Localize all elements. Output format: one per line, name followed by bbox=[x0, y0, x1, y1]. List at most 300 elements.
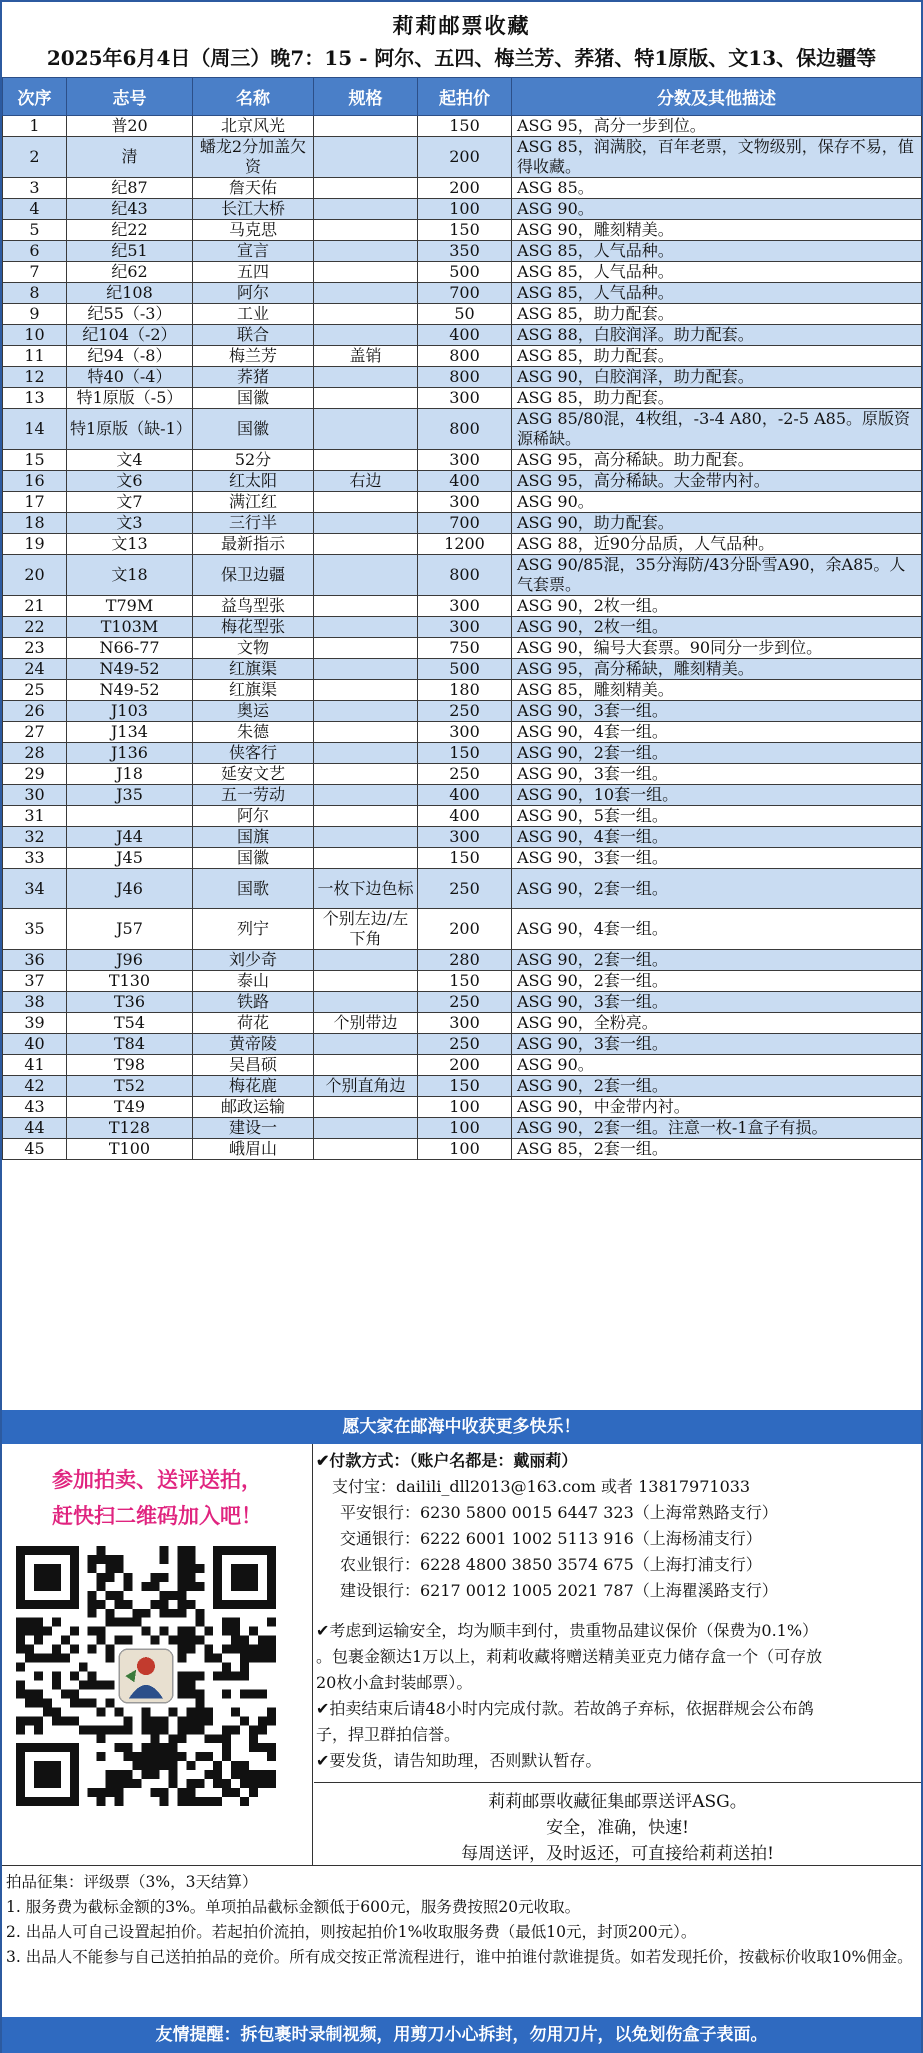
table-row bbox=[3, 1097, 922, 1118]
cell-start-price: 400 bbox=[418, 785, 512, 806]
table-row bbox=[3, 178, 922, 199]
cell-description: ASG 88，近90分品质，人气品种。 bbox=[512, 534, 922, 555]
cell-name: 马克思 bbox=[193, 220, 314, 241]
table-row bbox=[3, 137, 922, 178]
cell-order: 4 bbox=[3, 199, 67, 220]
cell-order: 33 bbox=[3, 848, 67, 869]
table-header-row bbox=[3, 78, 922, 116]
table-row bbox=[3, 827, 922, 848]
cell-order: 23 bbox=[3, 638, 67, 659]
cell-order: 29 bbox=[3, 764, 67, 785]
cell-start-price: 300 bbox=[418, 1013, 512, 1034]
cell-order: 5 bbox=[3, 220, 67, 241]
cell-code: T49 bbox=[67, 1097, 193, 1118]
cell-name: 三行半 bbox=[193, 513, 314, 534]
cell-code: T54 bbox=[67, 1013, 193, 1034]
cell-spec bbox=[314, 743, 418, 764]
footer-reminder: 友情提醒：拆包裹时录制视频，用剪刀小心拆封，勿用刀片，以免划伤盒子表面。 bbox=[2, 2017, 921, 2053]
cell-description: ASG 90，中金带内衬。 bbox=[512, 1097, 922, 1118]
cell-description: ASG 85。 bbox=[512, 178, 922, 199]
table-row bbox=[3, 388, 922, 409]
lot-table bbox=[2, 77, 922, 1160]
cell-code: T36 bbox=[67, 992, 193, 1013]
cell-name: 黄帝陵 bbox=[193, 1034, 314, 1055]
cell-name: 国徽 bbox=[193, 388, 314, 409]
cell-spec bbox=[314, 992, 418, 1013]
cell-code: T79M bbox=[67, 596, 193, 617]
cell-order: 27 bbox=[3, 722, 67, 743]
cell-order: 22 bbox=[3, 617, 67, 638]
cell-name: 北京风光 bbox=[193, 116, 314, 137]
rules-heading: 拍品征集：评级票（3%，3天结算） bbox=[6, 1873, 258, 1891]
cell-start-price: 200 bbox=[418, 909, 512, 950]
cell-description: ASG 85，助力配套。 bbox=[512, 304, 922, 325]
cell-name: 梅花型张 bbox=[193, 617, 314, 638]
lot-table-body bbox=[3, 116, 922, 1160]
cell-code: T103M bbox=[67, 617, 193, 638]
cell-order: 6 bbox=[3, 241, 67, 262]
auction-subtitle: 2025年6月4日（周三）晚7：15 - 阿尔、五四、梅兰芳、荞猪、特1原版、文13、保边疆等 bbox=[46, 46, 877, 70]
cell-description: ASG 90/85混，35分海防/43分卧雪A90，余A85。人气套票。 bbox=[512, 555, 922, 596]
table-row bbox=[3, 1013, 922, 1034]
cell-start-price: 180 bbox=[418, 680, 512, 701]
table-row bbox=[3, 680, 922, 701]
cell-code: 纪104（-2） bbox=[67, 325, 193, 346]
cell-code: J35 bbox=[67, 785, 193, 806]
cell-description: ASG 90。 bbox=[512, 199, 922, 220]
cell-order: 13 bbox=[3, 388, 67, 409]
cell-spec bbox=[314, 638, 418, 659]
cell-name: 益鸟型张 bbox=[193, 596, 314, 617]
cell-order: 38 bbox=[3, 992, 67, 1013]
cell-name: 吴昌硕 bbox=[193, 1055, 314, 1076]
cell-spec: 盖销 bbox=[314, 346, 418, 367]
cell-order: 17 bbox=[3, 492, 67, 513]
promo-line-1: 莉莉邮票收藏征集邮票送评ASG。 bbox=[488, 1792, 747, 1812]
bank-account-pingan[interactable]: 平安银行：6230 5800 0015 6447 323（上海常熟路支行） bbox=[340, 1503, 778, 1522]
cell-name: 荞猪 bbox=[193, 367, 314, 388]
cell-description: ASG 85，雕刻精美。 bbox=[512, 680, 922, 701]
cell-code: J136 bbox=[67, 743, 193, 764]
cell-name: 阿尔 bbox=[193, 806, 314, 827]
cell-start-price: 50 bbox=[418, 304, 512, 325]
cell-name: 刘少奇 bbox=[193, 950, 314, 971]
cell-spec bbox=[314, 388, 418, 409]
table-row bbox=[3, 806, 922, 827]
cell-order: 18 bbox=[3, 513, 67, 534]
payment-heading: ✔付款方式：（账户名都是：戴丽莉） bbox=[316, 1451, 578, 1470]
cell-description: ASG 95，高分稀缺。大金带内衬。 bbox=[512, 471, 922, 492]
cell-code: 纪51 bbox=[67, 241, 193, 262]
cell-code: 文13 bbox=[67, 534, 193, 555]
cell-start-price: 250 bbox=[418, 869, 512, 909]
bank-account-jianshe[interactable]: 建设银行：6217 0012 1005 2021 787（上海瞿溪路支行） bbox=[340, 1581, 778, 1600]
cell-description: ASG 85，润满胶，百年老票，文物级别，保存不易，值得收藏。 bbox=[512, 137, 922, 178]
col-header-description: 分数及其他描述 bbox=[512, 78, 922, 116]
table-row bbox=[3, 492, 922, 513]
cell-start-price: 800 bbox=[418, 555, 512, 596]
table-row bbox=[3, 701, 922, 722]
cell-description: ASG 95，高分一步到位。 bbox=[512, 116, 922, 137]
cell-start-price: 300 bbox=[418, 722, 512, 743]
cell-spec bbox=[314, 1055, 418, 1076]
cell-code: N49-52 bbox=[67, 659, 193, 680]
cell-spec bbox=[314, 492, 418, 513]
shipping-note-line-1: ✔考虑到运输安全，均为顺丰到付，贵重物品建议保价（保费为0.1%） bbox=[316, 1621, 819, 1640]
cell-start-price: 500 bbox=[418, 659, 512, 680]
cell-spec: 右边 bbox=[314, 471, 418, 492]
cell-code: 文3 bbox=[67, 513, 193, 534]
cell-description: ASG 95，高分稀缺。助力配套。 bbox=[512, 450, 922, 471]
cell-description: ASG 85，2套一组。 bbox=[512, 1139, 922, 1160]
cell-order: 9 bbox=[3, 304, 67, 325]
table-row bbox=[3, 722, 922, 743]
cell-start-price: 800 bbox=[418, 409, 512, 450]
table-row bbox=[3, 471, 922, 492]
cell-spec bbox=[314, 1097, 418, 1118]
cell-order: 41 bbox=[3, 1055, 67, 1076]
table-row bbox=[3, 346, 922, 367]
cell-code: 特1原版（缺-1） bbox=[67, 409, 193, 450]
cell-description: ASG 90，3套一组。 bbox=[512, 701, 922, 722]
bank-account-jiaotong[interactable]: 交通银行：6222 6001 1002 5113 916（上海杨浦支行） bbox=[340, 1529, 762, 1548]
cell-start-price: 150 bbox=[418, 848, 512, 869]
cell-spec: 个别直角边 bbox=[314, 1076, 418, 1097]
cell-order: 14 bbox=[3, 409, 67, 450]
cell-name: 梅花鹿 bbox=[193, 1076, 314, 1097]
cell-name: 建设一 bbox=[193, 1118, 314, 1139]
table-row bbox=[3, 1139, 922, 1160]
cell-code: T130 bbox=[67, 971, 193, 992]
table-row bbox=[3, 283, 922, 304]
rule-3: 3. 出品人不能参与自己送拍拍品的竞价。所有成交按正常流程进行，谁中拍谁付款谁提货。如若发现托价，按截标价收取10%佣金。 bbox=[6, 1948, 913, 1966]
cell-code: 纪62 bbox=[67, 262, 193, 283]
cell-code: J57 bbox=[67, 909, 193, 950]
cell-code: 文6 bbox=[67, 471, 193, 492]
cell-start-price: 150 bbox=[418, 743, 512, 764]
invite-line-1: 参加拍卖、送评送拍， bbox=[52, 1467, 262, 1492]
cell-name: 五四 bbox=[193, 262, 314, 283]
alipay-account[interactable]: 支付宝：dailili_dll2013@163.com 或者 13817971033 bbox=[332, 1477, 751, 1496]
cell-start-price: 700 bbox=[418, 513, 512, 534]
col-header-code: 志号 bbox=[67, 78, 193, 116]
table-row bbox=[3, 220, 922, 241]
cell-order: 19 bbox=[3, 534, 67, 555]
cell-spec bbox=[314, 950, 418, 971]
cell-spec bbox=[314, 534, 418, 555]
qr-code[interactable] bbox=[16, 1546, 276, 1806]
cell-code: J96 bbox=[67, 950, 193, 971]
cell-description: ASG 95，高分稀缺，雕刻精美。 bbox=[512, 659, 922, 680]
cell-spec bbox=[314, 241, 418, 262]
cell-order: 10 bbox=[3, 325, 67, 346]
cell-start-price: 150 bbox=[418, 1076, 512, 1097]
cell-name: 红旗渠 bbox=[193, 680, 314, 701]
delivery-note: ✔要发货，请告知助理，否则默认暂存。 bbox=[316, 1751, 602, 1770]
col-header-order: 次序 bbox=[3, 78, 67, 116]
table-row bbox=[3, 596, 922, 617]
table-row bbox=[3, 409, 922, 450]
cell-start-price: 250 bbox=[418, 701, 512, 722]
payment-note-line-1: ✔拍卖结束后请48小时内完成付款。若故鸽子弃标，依据群规会公布鸽 bbox=[316, 1699, 814, 1718]
cell-description: ASG 90，3套一组。 bbox=[512, 848, 922, 869]
cell-description: ASG 90，2套一组。 bbox=[512, 869, 922, 909]
cell-start-price: 100 bbox=[418, 199, 512, 220]
cell-start-price: 150 bbox=[418, 220, 512, 241]
cell-name: 阿尔 bbox=[193, 283, 314, 304]
cell-description: ASG 85，助力配套。 bbox=[512, 346, 922, 367]
cell-order: 24 bbox=[3, 659, 67, 680]
cell-description: ASG 90。 bbox=[512, 1055, 922, 1076]
table-row bbox=[3, 534, 922, 555]
cell-order: 43 bbox=[3, 1097, 67, 1118]
cell-start-price: 200 bbox=[418, 1055, 512, 1076]
cell-code: 纪87 bbox=[67, 178, 193, 199]
table-row bbox=[3, 116, 922, 137]
cell-name: 文物 bbox=[193, 638, 314, 659]
cell-spec bbox=[314, 220, 418, 241]
table-row bbox=[3, 367, 922, 388]
cell-spec bbox=[314, 137, 418, 178]
cell-code: 清 bbox=[67, 137, 193, 178]
cell-start-price: 100 bbox=[418, 1139, 512, 1160]
cell-start-price: 400 bbox=[418, 806, 512, 827]
cell-name: 列宁 bbox=[193, 909, 314, 950]
cell-spec bbox=[314, 1034, 418, 1055]
cell-order: 44 bbox=[3, 1118, 67, 1139]
cell-spec bbox=[314, 199, 418, 220]
cell-start-price: 300 bbox=[418, 388, 512, 409]
cell-spec bbox=[314, 283, 418, 304]
cell-description: ASG 90，4套一组。 bbox=[512, 722, 922, 743]
cell-name: 峨眉山 bbox=[193, 1139, 314, 1160]
cell-name: 工业 bbox=[193, 304, 314, 325]
cell-spec bbox=[314, 971, 418, 992]
cell-description: ASG 90，编号大套票。90同分一步到位。 bbox=[512, 638, 922, 659]
cell-order: 8 bbox=[3, 283, 67, 304]
cell-start-price: 300 bbox=[418, 617, 512, 638]
cell-start-price: 400 bbox=[418, 471, 512, 492]
cell-spec bbox=[314, 513, 418, 534]
cell-start-price: 800 bbox=[418, 346, 512, 367]
table-row bbox=[3, 1034, 922, 1055]
cell-name: 红太阳 bbox=[193, 471, 314, 492]
cell-spec bbox=[314, 680, 418, 701]
cell-start-price: 800 bbox=[418, 367, 512, 388]
cell-name: 宣言 bbox=[193, 241, 314, 262]
cell-start-price: 500 bbox=[418, 262, 512, 283]
table-row bbox=[3, 785, 922, 806]
cell-spec bbox=[314, 1139, 418, 1160]
cell-code: T52 bbox=[67, 1076, 193, 1097]
cell-description: ASG 90，3套一组。 bbox=[512, 992, 922, 1013]
rule-1: 1. 服务费为截标金额的3%。单项拍品截标金额低于600元，服务费按照20元收取。 bbox=[6, 1898, 581, 1916]
cell-start-price: 200 bbox=[418, 178, 512, 199]
cell-start-price: 280 bbox=[418, 950, 512, 971]
cell-name: 国旗 bbox=[193, 827, 314, 848]
table-row bbox=[3, 199, 922, 220]
cell-spec bbox=[314, 116, 418, 137]
cell-spec bbox=[314, 617, 418, 638]
cell-description: ASG 85，人气品种。 bbox=[512, 262, 922, 283]
cell-description: ASG 90，白胶润泽，助力配套。 bbox=[512, 367, 922, 388]
cell-name: 延安文艺 bbox=[193, 764, 314, 785]
page-title: 莉莉邮票收藏 bbox=[392, 13, 531, 38]
cell-description: ASG 90，2套一组。 bbox=[512, 743, 922, 764]
cell-code: 特1原版（-5） bbox=[67, 388, 193, 409]
cell-spec bbox=[314, 722, 418, 743]
qr-center-avatar-icon bbox=[115, 1645, 178, 1708]
invite-line-2: 赶快扫二维码加入吧！ bbox=[52, 1503, 262, 1528]
cell-code: 文7 bbox=[67, 492, 193, 513]
cell-spec bbox=[314, 325, 418, 346]
cell-description: ASG 90，2套一组。 bbox=[512, 1076, 922, 1097]
cell-description: ASG 90，2套一组。 bbox=[512, 950, 922, 971]
cell-start-price: 400 bbox=[418, 325, 512, 346]
cell-name: 国徽 bbox=[193, 409, 314, 450]
rules-section bbox=[6, 1870, 918, 1970]
cell-description: ASG 90，助力配套。 bbox=[512, 513, 922, 534]
cell-code: J45 bbox=[67, 848, 193, 869]
cell-name: 侠客行 bbox=[193, 743, 314, 764]
cell-description: ASG 90，4套一组。 bbox=[512, 827, 922, 848]
cell-code: 普20 bbox=[67, 116, 193, 137]
cell-spec bbox=[314, 409, 418, 450]
rule-2: 2. 出品人可自己设置起拍价。若起拍价流拍，则按起拍价1%收取服务费（最低10元，封顶200元）。 bbox=[6, 1923, 697, 1941]
cell-code: 纪94（-8） bbox=[67, 346, 193, 367]
cell-description: ASG 85，助力配套。 bbox=[512, 388, 922, 409]
cell-code: 纪108 bbox=[67, 283, 193, 304]
cell-order: 16 bbox=[3, 471, 67, 492]
cell-description: ASG 90，2枚一组。 bbox=[512, 617, 922, 638]
cell-start-price: 750 bbox=[418, 638, 512, 659]
cell-description: ASG 90，10套一组。 bbox=[512, 785, 922, 806]
cell-name: 梅兰芳 bbox=[193, 346, 314, 367]
cell-name: 荷花 bbox=[193, 1013, 314, 1034]
cell-code: J134 bbox=[67, 722, 193, 743]
promo-line-2: 安全，准确，快速! bbox=[546, 1818, 689, 1838]
cell-order: 31 bbox=[3, 806, 67, 827]
cell-order: 20 bbox=[3, 555, 67, 596]
table-row bbox=[3, 659, 922, 680]
cell-spec: 个别带边 bbox=[314, 1013, 418, 1034]
cell-description: ASG 88，白胶润泽。助力配套。 bbox=[512, 325, 922, 346]
cell-start-price: 300 bbox=[418, 596, 512, 617]
table-row bbox=[3, 304, 922, 325]
cell-code bbox=[67, 806, 193, 827]
cell-name: 长江大桥 bbox=[193, 199, 314, 220]
table-row bbox=[3, 262, 922, 283]
cell-spec bbox=[314, 848, 418, 869]
cell-start-price: 300 bbox=[418, 827, 512, 848]
cell-description: ASG 90，3套一组。 bbox=[512, 1034, 922, 1055]
qr-panel bbox=[2, 1444, 313, 1866]
table-row bbox=[3, 950, 922, 971]
cell-order: 26 bbox=[3, 701, 67, 722]
col-header-start-price: 起拍价 bbox=[418, 78, 512, 116]
table-row bbox=[3, 869, 922, 909]
cell-spec bbox=[314, 827, 418, 848]
cell-spec bbox=[314, 806, 418, 827]
cell-name: 52分 bbox=[193, 450, 314, 471]
cell-name: 詹天佑 bbox=[193, 178, 314, 199]
cell-code: 文18 bbox=[67, 555, 193, 596]
cell-spec bbox=[314, 701, 418, 722]
bank-account-nongye[interactable]: 农业银行：6228 4800 3850 3574 675（上海打浦支行） bbox=[340, 1555, 762, 1574]
cell-start-price: 150 bbox=[418, 116, 512, 137]
cell-start-price: 250 bbox=[418, 1034, 512, 1055]
title-block bbox=[2, 2, 921, 77]
cell-start-price: 250 bbox=[418, 764, 512, 785]
cell-name: 国徽 bbox=[193, 848, 314, 869]
table-row bbox=[3, 971, 922, 992]
cell-order: 30 bbox=[3, 785, 67, 806]
payment-info bbox=[316, 1448, 916, 1774]
cell-spec bbox=[314, 450, 418, 471]
cell-spec bbox=[314, 262, 418, 283]
cell-spec bbox=[314, 1118, 418, 1139]
cell-name: 奥运 bbox=[193, 701, 314, 722]
cell-spec bbox=[314, 764, 418, 785]
cell-description: ASG 90。 bbox=[512, 492, 922, 513]
cell-order: 2 bbox=[3, 137, 67, 178]
cell-name: 邮政运输 bbox=[193, 1097, 314, 1118]
cell-name: 红旗渠 bbox=[193, 659, 314, 680]
cell-name: 国歌 bbox=[193, 869, 314, 909]
cell-order: 7 bbox=[3, 262, 67, 283]
cell-code: J103 bbox=[67, 701, 193, 722]
cell-description: ASG 90，2套一组。 bbox=[512, 971, 922, 992]
cell-name: 满江红 bbox=[193, 492, 314, 513]
cell-code: 纪22 bbox=[67, 220, 193, 241]
table-row bbox=[3, 617, 922, 638]
info-section bbox=[2, 1444, 921, 1866]
cell-order: 12 bbox=[3, 367, 67, 388]
cell-spec bbox=[314, 178, 418, 199]
cell-code: T128 bbox=[67, 1118, 193, 1139]
cell-name: 泰山 bbox=[193, 971, 314, 992]
cell-code: 纪43 bbox=[67, 199, 193, 220]
table-row bbox=[3, 450, 922, 471]
cell-order: 42 bbox=[3, 1076, 67, 1097]
cell-description: ASG 90，3套一组。 bbox=[512, 764, 922, 785]
promo-line-3: 每周送评，及时返还，可直接给莉莉送拍! bbox=[461, 1844, 774, 1864]
cell-code: T100 bbox=[67, 1139, 193, 1160]
cell-start-price: 300 bbox=[418, 492, 512, 513]
table-row bbox=[3, 638, 922, 659]
col-header-name: 名称 bbox=[193, 78, 314, 116]
cell-description: ASG 90，4套一组。 bbox=[512, 909, 922, 950]
cell-order: 37 bbox=[3, 971, 67, 992]
cell-order: 35 bbox=[3, 909, 67, 950]
table-row bbox=[3, 743, 922, 764]
cell-name: 朱德 bbox=[193, 722, 314, 743]
table-row bbox=[3, 325, 922, 346]
cell-order: 21 bbox=[3, 596, 67, 617]
cell-spec bbox=[314, 555, 418, 596]
cell-description: ASG 90，5套一组。 bbox=[512, 806, 922, 827]
cell-order: 11 bbox=[3, 346, 67, 367]
cell-start-price: 100 bbox=[418, 1097, 512, 1118]
cell-description: ASG 85，人气品种。 bbox=[512, 283, 922, 304]
cell-spec bbox=[314, 596, 418, 617]
cell-order: 28 bbox=[3, 743, 67, 764]
cell-order: 36 bbox=[3, 950, 67, 971]
cell-start-price: 250 bbox=[418, 992, 512, 1013]
table-row bbox=[3, 1076, 922, 1097]
invite-text bbox=[2, 1462, 312, 1534]
shipping-note-line-3: 20枚小盒封装邮票）。 bbox=[316, 1673, 473, 1692]
